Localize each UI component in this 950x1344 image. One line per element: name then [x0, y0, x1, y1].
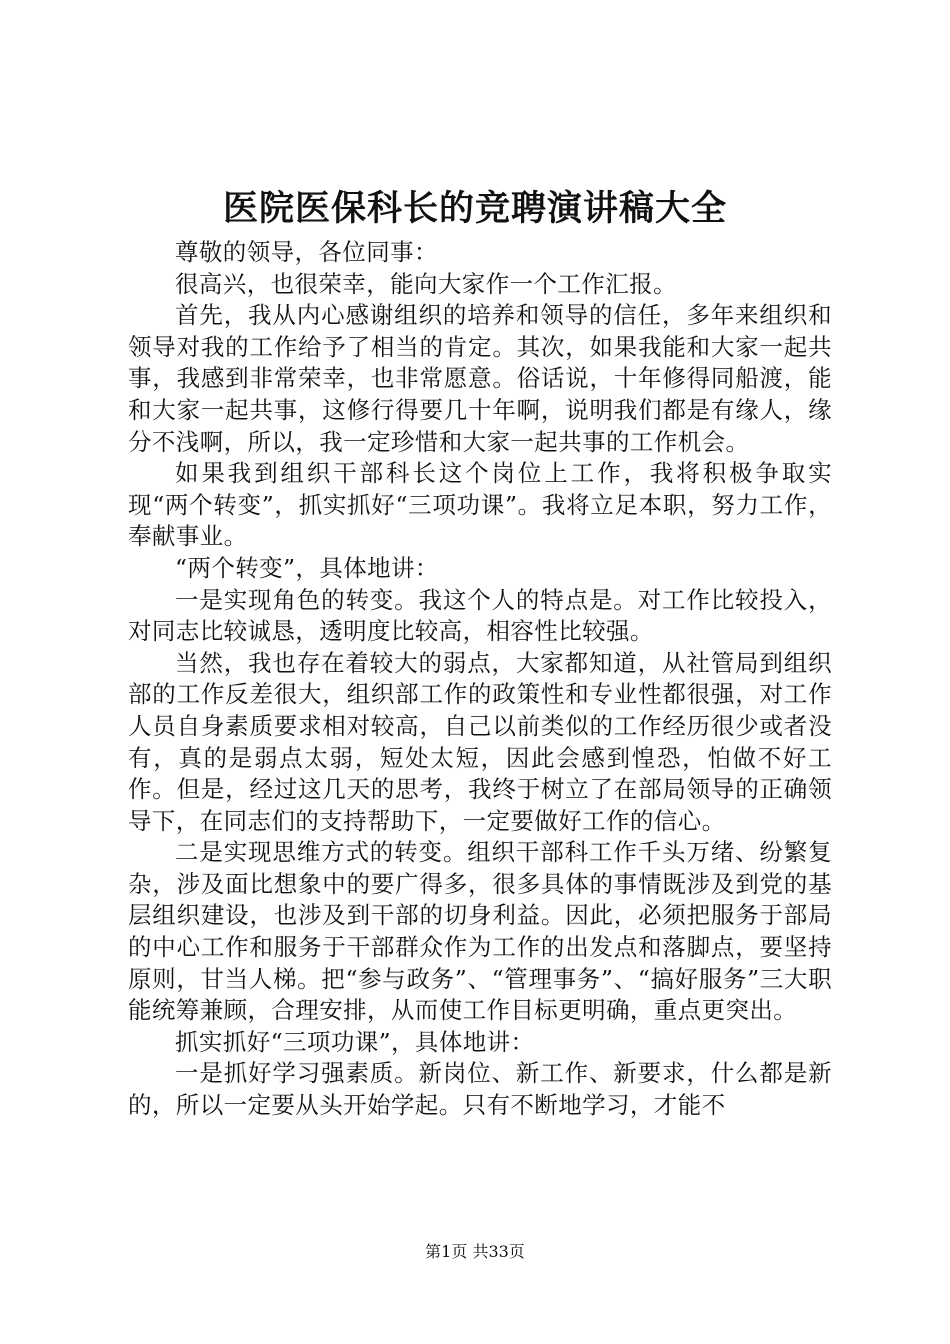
document-body	[128, 237, 832, 1122]
paragraph-weakness: 当然，我也存在着较大的弱点，大家都知道，从社管局到组织部的工作反差很大，组织部工作的政策性和专业性都很强，对工作人员自身素质要求相对较高，自己以前类似的工作经历很少或者没有，真的是弱点太弱，短处太短，因此会感到惶恐，怕做不好工作。但是，经过这几天的思考，我终于树立了在部局领导的正确领导下，在同志们的支持帮助下，一定要做好工作的信心。	[128, 648, 832, 835]
paragraph-role-change: 一是实现角色的转变。我这个人的特点是。对工作比较投入，对同志比较诚恳，透明度比较高，相容性比较强。	[128, 585, 832, 646]
paragraph-two-changes-heading: “两个转变”，具体地讲：	[175, 553, 439, 582]
paragraph-three-tasks-heading: 抓实抓好“三项功课”，具体地讲：	[175, 1027, 535, 1056]
page-footer: 第1页 共33页	[425, 1242, 525, 1261]
document-title: 医院医保科长的竞聘演讲稿大全	[222, 188, 727, 229]
paragraph-plan: 如果我到组织干部科长这个岗位上工作，我将积极争取实现“两个转变”，抓实抓好“三项功课”。我将立足本职，努力工作，奉献事业。	[128, 459, 832, 551]
paragraph-thinking-change: 二是实现思维方式的转变。组织干部科工作千头万绪、纷繁复杂，涉及面比想象中的要广得多，很多具体的事情既涉及到党的基层组织建设，也涉及到干部的切身利益。因此，必须把服务于部局的中心工作和服务于干部群众作为工作的出发点和落脚点，要坚持原则，甘当人梯。把“参与政务”、“管理事务”、“搞好服务”三大职能统筹兼顾，合理安排，从而使工作目标更明确，重点更突出。	[128, 838, 832, 1025]
paragraph-study: 一是抓好学习强素质。新岗位、新工作、新要求，什么都是新的，所以一定要从头开始学起。只有不断地学习，才能不	[128, 1059, 832, 1120]
paragraph-thanks: 首先，我从内心感谢组织的培养和领导的信任，多年来组织和领导对我的工作给予了相当的肯定。其次，如果我能和大家一起共事，我感到非常荣幸，也非常愿意。俗话说，十年修得同船渡，能和大家一起共事，这修行得要几十年啊，说明我们都是有缘人，缘分不浅啊，所以，我一定珍惜和大家一起共事的工作机会。	[128, 301, 832, 456]
paragraph-greeting: 很高兴，也很荣幸，能向大家作一个工作汇报。	[175, 269, 677, 298]
paragraph-salutation: 尊敬的领导，各位同事：	[175, 238, 438, 266]
